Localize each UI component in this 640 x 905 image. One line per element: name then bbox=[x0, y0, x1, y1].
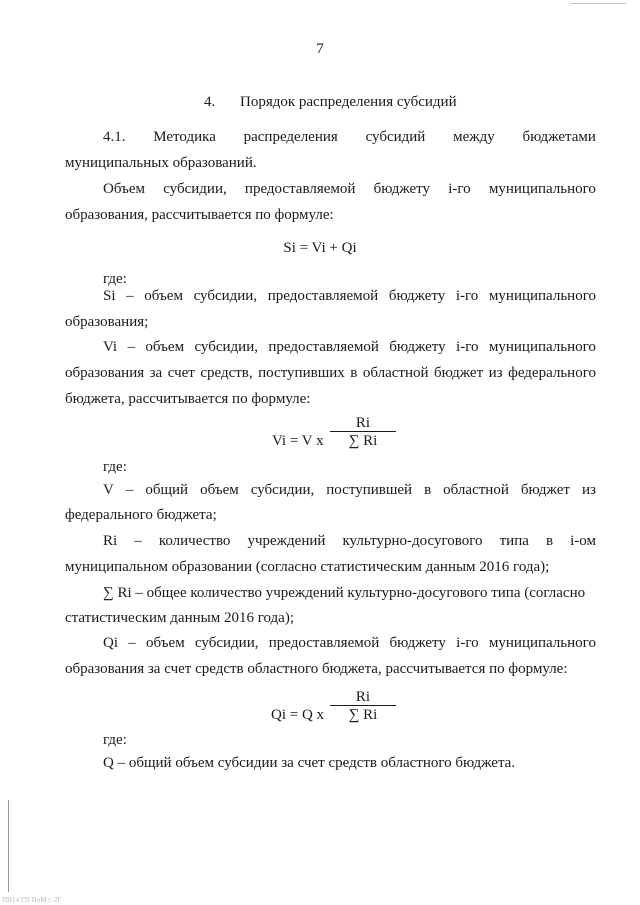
word: учреждений bbox=[247, 533, 326, 549]
word: средств, bbox=[200, 365, 253, 381]
word: предоставляемой bbox=[268, 635, 380, 651]
formula-main: Si = Vi + Qi bbox=[283, 240, 357, 256]
word: количество bbox=[158, 533, 231, 549]
word: в bbox=[545, 533, 554, 549]
word: – bbox=[127, 339, 135, 355]
word: – bbox=[128, 635, 136, 651]
word: культурно-досугового bbox=[342, 533, 483, 549]
word: Методика bbox=[153, 129, 216, 145]
definition-ri-line1 bbox=[103, 532, 596, 550]
page-number: 7 bbox=[316, 41, 324, 57]
word: Объем bbox=[103, 181, 145, 197]
word: бюджет bbox=[434, 365, 484, 381]
word: образования bbox=[65, 365, 145, 381]
word: счет bbox=[167, 365, 195, 381]
word: объем bbox=[144, 288, 183, 304]
formula-qi-numerator: Ri bbox=[355, 689, 371, 705]
section-title: Порядок распределения субсидий bbox=[240, 94, 457, 110]
formula-qi-denominator: ∑ Ri bbox=[348, 707, 378, 723]
word: i-го bbox=[448, 181, 471, 197]
definition-qi-line2: образования за счет средств областного бюджета, рассчитывается по формуле: bbox=[65, 661, 568, 677]
word: предоставляемой bbox=[244, 181, 356, 197]
word: Qi bbox=[103, 635, 118, 651]
formula-vi-denominator: ∑ Ri bbox=[348, 433, 378, 449]
definition-sum-ri-line1: ∑ Ri – общее количество учреждений культурно-досугового типа (согласно bbox=[103, 585, 586, 601]
definition-v-line1 bbox=[103, 481, 596, 499]
definition-vi-line1 bbox=[103, 338, 596, 356]
word: бюджету bbox=[389, 339, 446, 355]
word: поступившей bbox=[326, 482, 413, 498]
word: предоставляемой bbox=[267, 288, 379, 304]
word: i-ом bbox=[570, 533, 596, 549]
paragraph-volume-line2: образования, рассчитывается по формуле: bbox=[65, 207, 334, 223]
word: i-го bbox=[456, 339, 479, 355]
formula-qi-left: Qi = Q x bbox=[271, 707, 325, 723]
definition-q: Q – общий объем субсидии за счет средств областного бюджета. bbox=[103, 755, 516, 771]
word: муниципального bbox=[488, 288, 596, 304]
word: объем bbox=[145, 339, 185, 355]
paragraph-4-1-line2: муниципальных образований. bbox=[65, 155, 257, 171]
word: бюджетами bbox=[522, 129, 596, 145]
word: субсидии, bbox=[163, 181, 227, 197]
where-label-2: где: bbox=[103, 459, 127, 475]
word: бюджету bbox=[389, 635, 446, 651]
word: – bbox=[125, 482, 134, 498]
word: федерального bbox=[508, 365, 596, 381]
word: субсидии, bbox=[193, 288, 258, 304]
word: 4.1. bbox=[103, 129, 126, 145]
definition-si-line1 bbox=[103, 287, 596, 305]
definition-qi-line1 bbox=[103, 634, 596, 652]
word: бюджету bbox=[388, 288, 446, 304]
word: – bbox=[126, 288, 134, 304]
word: субсидии, bbox=[194, 339, 258, 355]
word: бюджет bbox=[520, 482, 570, 498]
word: распределения bbox=[243, 129, 338, 145]
word: областной bbox=[443, 482, 509, 498]
word: субсидии, bbox=[250, 482, 315, 498]
definition-vi-line3: бюджета, рассчитывается по формуле: bbox=[65, 391, 311, 407]
word: поступивших bbox=[258, 365, 345, 381]
where-label-3: где: bbox=[103, 732, 127, 748]
word: объем bbox=[200, 482, 239, 498]
word: предоставляемой bbox=[268, 339, 379, 355]
formula-vi-left: Vi = V x bbox=[272, 433, 324, 449]
formula-vi-numerator: Ri bbox=[355, 415, 371, 431]
word: V bbox=[103, 482, 114, 498]
word: типа bbox=[499, 533, 529, 549]
word: областной bbox=[362, 365, 429, 381]
scan-edge-line bbox=[8, 800, 9, 892]
word: субсидии, bbox=[194, 635, 259, 651]
word: субсидий bbox=[365, 129, 426, 145]
paragraph-volume-line1 bbox=[103, 180, 596, 198]
word: бюджету bbox=[373, 181, 431, 197]
word: муниципального bbox=[488, 181, 596, 197]
word: из bbox=[581, 482, 596, 498]
word: i-го bbox=[456, 635, 479, 651]
word: общий bbox=[145, 482, 189, 498]
definition-vi-line2 bbox=[65, 364, 596, 382]
definition-sum-ri-line2: статистическим данным 2016 года); bbox=[65, 610, 294, 626]
definition-v-line2: федерального бюджета; bbox=[65, 507, 217, 523]
word: муниципального bbox=[488, 635, 596, 651]
word: из bbox=[488, 365, 503, 381]
word: – bbox=[134, 533, 142, 549]
word: в bbox=[350, 365, 358, 381]
word: за bbox=[149, 365, 163, 381]
definition-si-line2: образования; bbox=[65, 314, 149, 330]
word: Vi bbox=[103, 339, 118, 355]
word: Si bbox=[103, 288, 116, 304]
where-label-1: где: bbox=[103, 271, 127, 287]
definition-ri-line2: муниципальном образовании (согласно статистическим данным 2016 года); bbox=[65, 559, 550, 575]
section-number: 4. bbox=[204, 94, 216, 110]
footer-mark: ПН14 ГП ПоМ г. 2Г bbox=[2, 896, 62, 904]
word: в bbox=[424, 482, 432, 498]
word: объем bbox=[146, 635, 185, 651]
word: Ri bbox=[103, 533, 118, 549]
paragraph-4-1-line1 bbox=[103, 128, 596, 146]
word: муниципального bbox=[488, 339, 596, 355]
word: i-го bbox=[455, 288, 479, 304]
scan-top-mark bbox=[570, 3, 626, 4]
word: между bbox=[453, 129, 495, 145]
